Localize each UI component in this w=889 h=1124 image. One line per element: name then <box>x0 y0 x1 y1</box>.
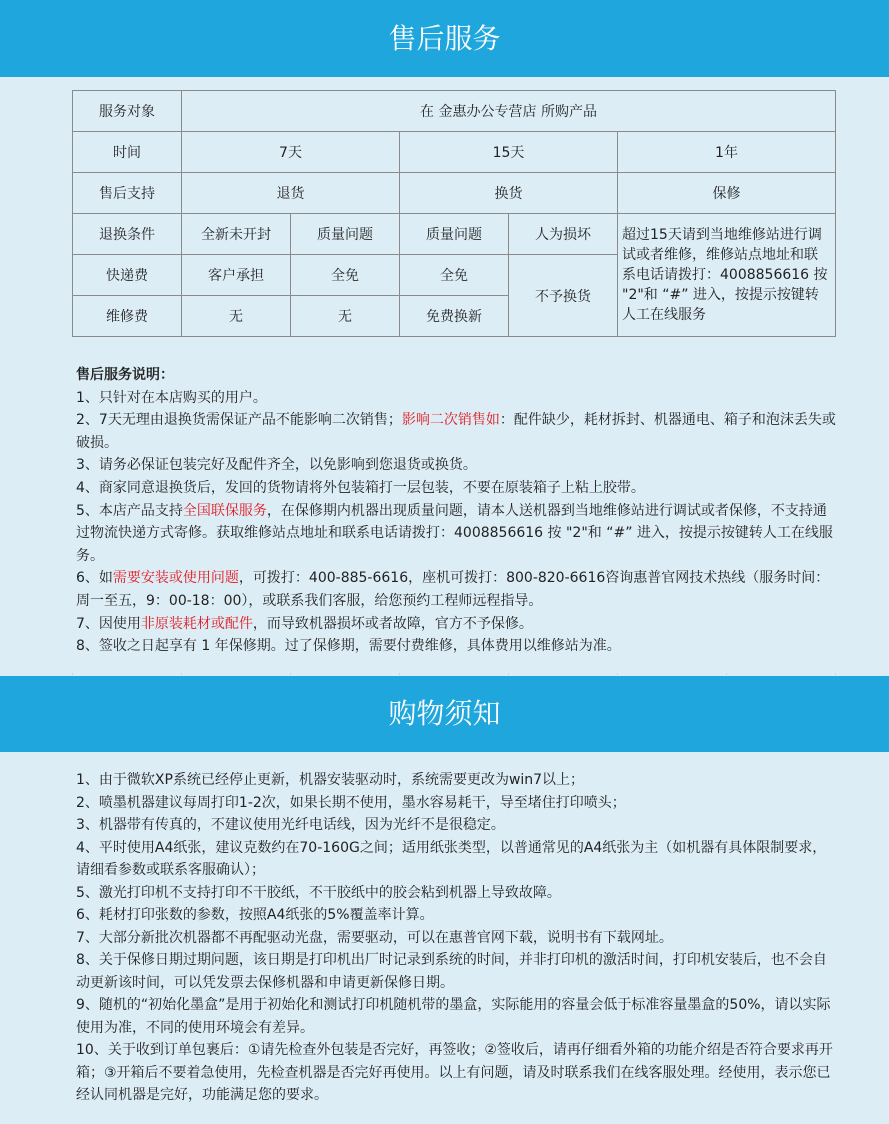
support-warranty: 保修 <box>618 173 836 214</box>
warranty-note: 超过15天请到当地维修站进行调试或者维修，维修站点地址和联系电话请拨打：4008856616 按 "2"和 “#” 进入，按提示按键转人工在线服务 <box>618 214 836 337</box>
after-sales-banner <box>0 0 889 77</box>
list-item: 4、商家同意退换货后，发回的货物请将外包装箱打一层包装，不要在原装箱子上粘上胶带。 <box>76 479 645 496</box>
table-cell: 人为损坏 <box>509 214 618 255</box>
list-item: 5、激光打印机不支持打印不干胶纸，不干胶纸中的胶会粘到机器上导致故障。 <box>76 884 561 901</box>
list-item: 1、由于微软XP系统已经停止更新，机器安装驱动时，系统需要更改为win7以上； <box>76 772 585 788</box>
list-item: 1、只针对在本店购买的用户。 <box>76 389 267 406</box>
list-item <box>76 500 836 568</box>
shopping-notice-banner <box>0 676 889 752</box>
table-cell: 无 <box>182 296 291 337</box>
row-label: 维修费 <box>73 296 182 337</box>
text-part: ，可拨打：400-885-6616，座机可拨打：800-820-6616咨询惠普官网技术热线（服务时间：周一至五，9：00-18：00），或联系我们客服，给您预约工程师远程指导。 <box>76 570 830 609</box>
service-target: 在 金惠办公专营店 所购产品 <box>182 91 836 132</box>
list-item: 2、喷墨机器建议每周打印1-2次，如果长期不使用，墨水容易耗干，导至堵住打印喷头； <box>76 794 626 811</box>
row-label: 服务对象 <box>73 91 182 132</box>
table-row <box>73 214 836 255</box>
table-cell: 无 <box>291 296 400 337</box>
notes-title: 售后服务说明： <box>76 367 174 383</box>
period-7-days: 7天 <box>182 132 400 173</box>
row-label: 退换条件 <box>73 214 182 255</box>
list-item <box>76 613 836 636</box>
text-part: 2、7天无理由退换货需保证产品不能影响二次销售； <box>76 412 402 429</box>
highlight-text: 非原装耗材或配件 <box>140 615 253 632</box>
service-table <box>72 90 836 337</box>
highlight-text: 全国联保服务 <box>182 502 267 519</box>
list-item: 8、关于保修日期过期问题，该日期是打印机出厂时记录到系统的时间，并非打印机的激活时间，打印机安装后，也不会自动更新该时间，可以凭发票去保修机器和申请更新保修日期。 <box>76 952 827 991</box>
text-part: ，在保修期内机器出现质量问题，请本人送机器到当地维修站进行调试或者保修，不支持通过物流快递方式寄修。获取维修站点地址和联系电话请拨打：4008856616 按 "2"和 “#” 进入，按提示按键转人工在线服务。 <box>76 502 833 564</box>
row-label: 时间 <box>73 132 182 173</box>
table-row <box>73 173 836 214</box>
table-row <box>73 132 836 173</box>
shopping-notice-title: 购物须知 <box>388 697 501 730</box>
list-item: 4、平时使用A4纸张，建议克数约在70-160G之间；适用纸张类型，以普通常见的A4纸张为主（如机器有具体限制要求，请细看参数或联系客服确认）； <box>76 839 827 878</box>
support-return: 退货 <box>182 173 400 214</box>
table-cell: 免费换新 <box>400 296 509 337</box>
list-item: 10、关于收到订单包裹后：①请先检查外包装是否完好，再签收；②签收后，请再仔细看外箱的功能介绍是否符合要求再开箱；③开箱后不要着急使用，先检查机器是否完好再使用。以上有问题，请及时联系我们在线客服处理。经使用，表示您已经认同机器是完好，功能满足您的要求。 <box>76 1042 833 1103</box>
list-item: 8、签收之日起享有 1 年保修期。过了保修期，需要付费维修，具体费用以维修站为准。 <box>76 638 621 655</box>
list-item: 3、请务必保证包装完好及配件齐全，以免影响到您退货或换货。 <box>76 457 477 474</box>
table-cell: 全免 <box>291 255 400 296</box>
period-15-days: 15天 <box>400 132 618 173</box>
table-row <box>73 91 836 132</box>
text-part: 5、本店产品支持 <box>76 502 183 519</box>
list-item <box>76 567 836 612</box>
text-part: ：配件缺少，耗材拆封、机器通电、箱子和泡沫丢失或破损。 <box>76 412 836 451</box>
list-item: 6、耗材打印张数的参数，按照A4纸张的5%覆盖率计算。 <box>76 907 434 923</box>
list-item: 9、随机的“初始化墨盒”是用于初始化和测试打印机随机带的墨盒，实际能用的容量会低于标准容量墨盒的50%，请以实际使用为准，不同的使用环境会有差异。 <box>76 997 831 1036</box>
period-1-year: 1年 <box>618 132 836 173</box>
list-item: 7、大部分新批次机器都不再配驱动光盘，需要驱动，可以在惠普官网下载，说明书有下载网址。 <box>76 929 673 946</box>
text-part: 7、因使用 <box>76 615 141 632</box>
no-exchange-cell: 不予换货 <box>509 255 618 337</box>
shopping-notes <box>76 769 836 1107</box>
after-sales-title: 售后服务 <box>388 22 501 55</box>
after-sales-notes <box>76 364 836 658</box>
table-cell: 客户承担 <box>182 255 291 296</box>
row-label: 快递费 <box>73 255 182 296</box>
support-exchange: 换货 <box>400 173 618 214</box>
highlight-text: 需要安装或使用问题 <box>112 570 239 587</box>
table-cell: 质量问题 <box>400 214 509 255</box>
row-label: 售后支持 <box>73 173 182 214</box>
list-item <box>76 409 836 454</box>
text-part: ，而导致机器损坏或者故障，官方不予保修。 <box>252 615 533 632</box>
text-part: 6、如 <box>76 570 113 587</box>
list-item: 3、机器带有传真的，不建议使用光纤电话线，因为光纤不是很稳定。 <box>76 817 505 833</box>
table-cell: 全免 <box>400 255 509 296</box>
highlight-text: 影响二次销售如 <box>401 412 500 429</box>
table-cell: 质量问题 <box>291 214 400 255</box>
table-cell: 全新未开封 <box>182 214 291 255</box>
